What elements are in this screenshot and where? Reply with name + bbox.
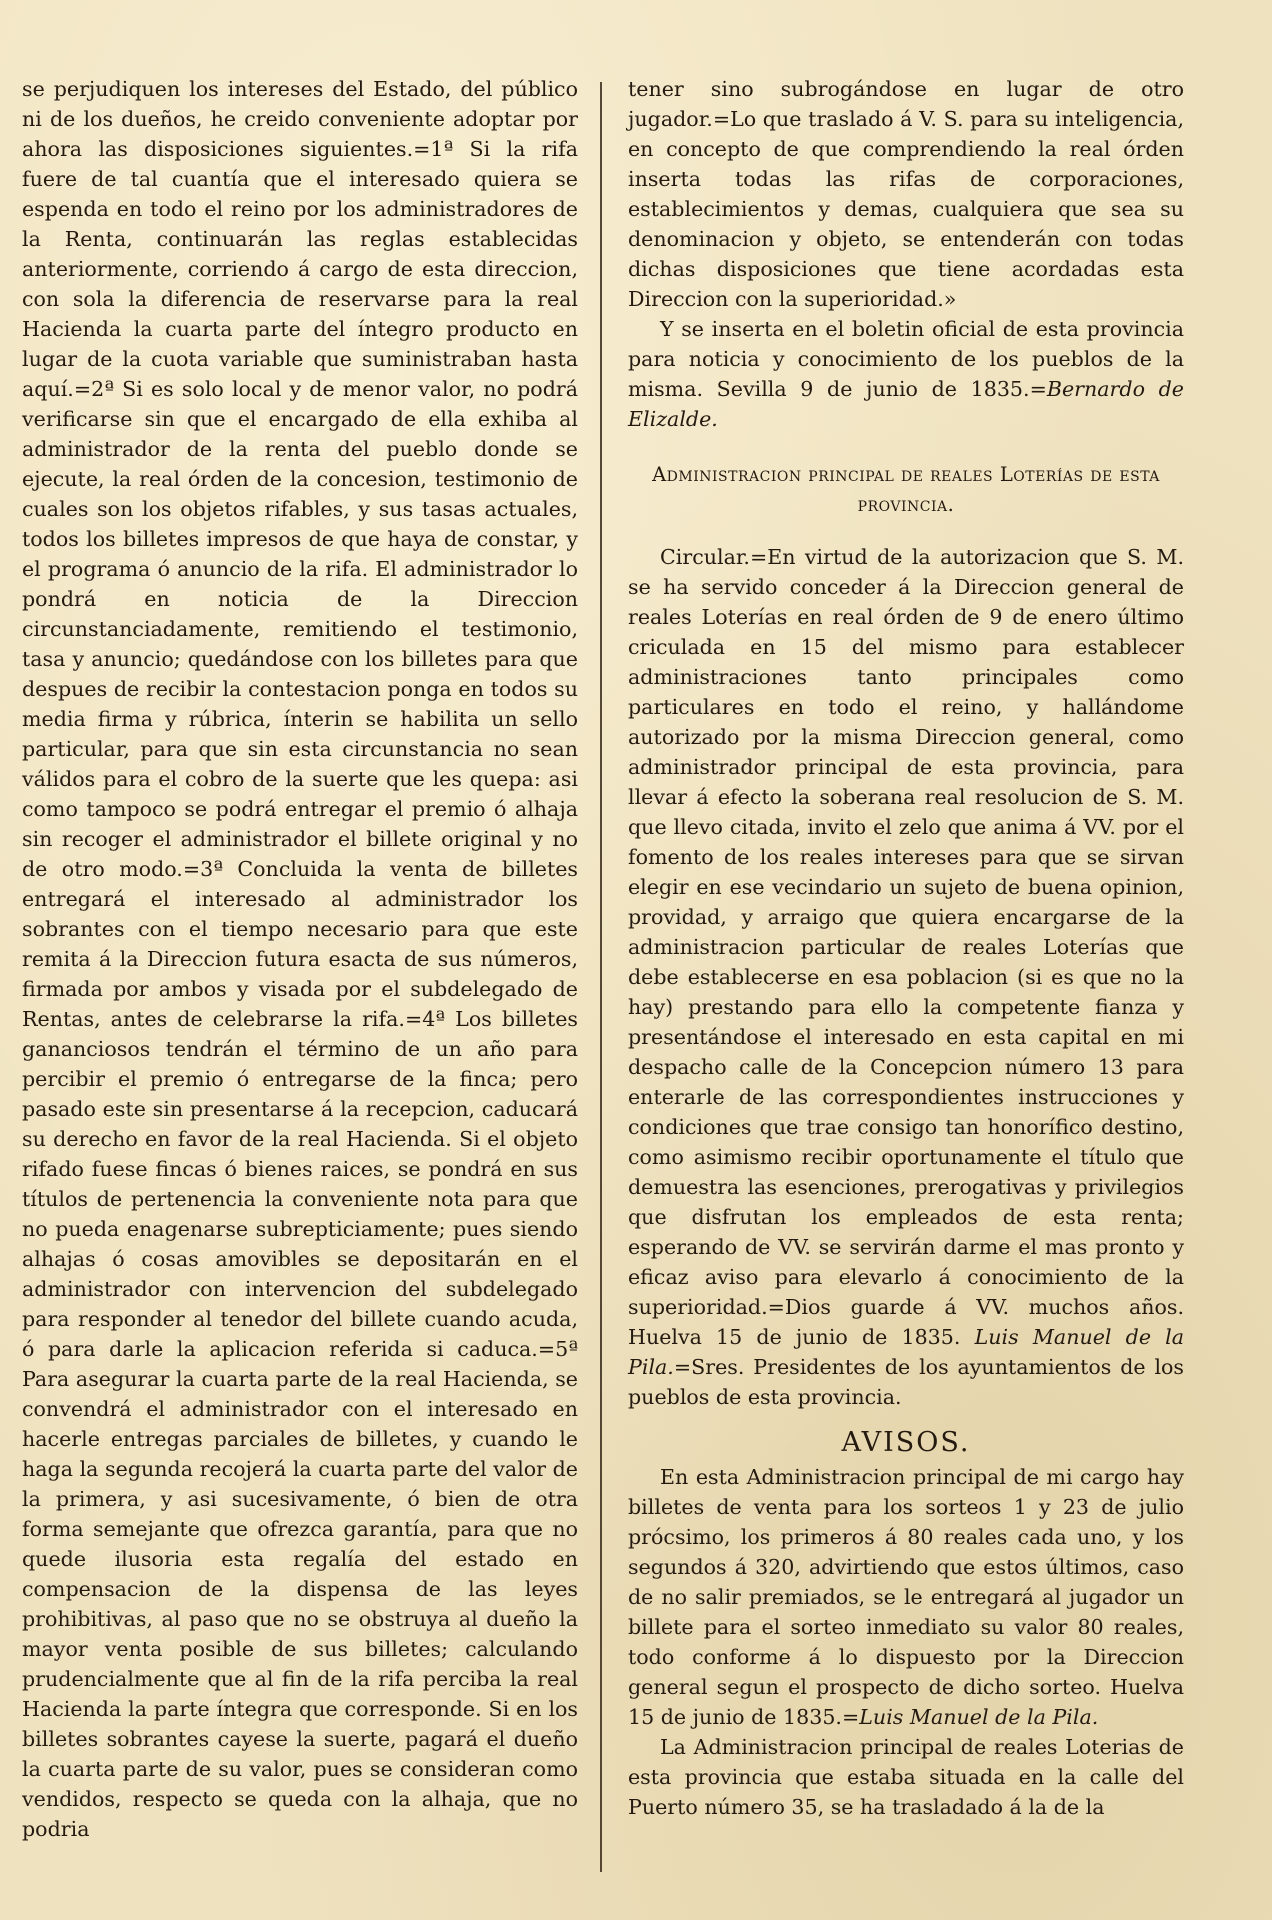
right-column xyxy=(628,74,1184,1822)
insertion-note-text: Y se inserta en el boletin oficial de esta provincia para noticia y conocimiento de los pueblos de la misma. Sevilla 9 de junio de 1835.= xyxy=(628,317,1184,401)
circular-closing: =Sres. Presidentes de los ayuntamientos de los pueblos de esta provincia. xyxy=(628,1355,1184,1409)
aviso-office-moved: La Administracion principal de reales Loterias de esta provincia que estaba situada en la calle del Puerto número 35, se ha trasladado á la de la xyxy=(628,1735,1184,1819)
aviso-tickets-signature: Luis Manuel de la Pila. xyxy=(859,1705,1099,1729)
insertion-note xyxy=(628,314,1184,434)
circular-signature: Luis Manuel de la Pila. xyxy=(628,1325,1185,1379)
circular-text: Circular.=En virtud de la autorizacion que S. M. se ha servido conceder á la Direccion general de reales Loterías en real órden de 9 de enero último criculada en 15 del mismo para establecer administraciones tanto principales como particulares en todo el reino, y hallándome autorizado por la misma Direccion general, como administrador principal de esta provincia, para llevar á efecto la soberana real resolucion de S. M. que llevo citada, invito el zelo que anima á VV. por el fomento de los reales intereses para que se sirvan elegir en ese vecindario un sujeto de buena opinion, providad, y arraigo que quiera encargarse de la administracion particular de reales Loterías que debe establecerse en esa poblacion (si es que no la hay) prestando para ello la competente fianza y presentándose el interesado en esta capital en mi despacho calle de la Concepcion número 13 para enterarle de las correspondientes instrucciones y condiciones que trae consigo tan honorífico destino, como asimismo recibir oportunamente el título que demuestra las esenciones, prerogativas y privilegios que disfrutan los empleados de esta renta; esperando de VV. se servirán darme el mas pronto y eficaz aviso para elevarlo á conocimiento de la superioridad.=Dios guarde á VV. muchos años. Huelva 15 de junio de 1835. xyxy=(628,545,1184,1349)
insertion-signature: Bernardo de Elizalde. xyxy=(628,377,1184,431)
decree-rules-paragraph: se perjudiquen los intereses del Estado, del público ni de los dueños, he creido conveniente adoptar por ahora las disposiciones siguientes.=1ª Si la rifa fuere de tal cuantía que el interesado quiera se espenda en todo el reino por los administradores de la Renta, continuarán las reglas establecidas anteriormente, corriendo á cargo de esta direccion, con sola la diferencia de reservarse para la real Hacienda la cuarta parte del íntegro producto en lugar de la cuota variable que suministraban hasta aquí.=2ª Si es solo local y de menor valor, no podrá verificarse sin que el encargado de ella exhiba al administrador de la renta del pueblo donde se ejecute, la real órden de la concesion, testimonio de cuales son los objetos rifables, y sus tasas actuales, todos los billetes impresos de que haya de constar, y el programa ó anuncio de la rifa. El administrador lo pondrá en noticia de la Direccion circunstanciadamente, remitiendo el testimonio, tasa y anuncio; quedándose con los billetes para que despues de recibir la contestacion ponga en todos su media firma y rúbrica, ínterin se habilita un sello particular, para que sin esta circunstancia no sean válidos para el cobro de la suerte que les quepa: asi como tampoco se podrá entregar el premio ó alhaja sin recoger el administrador el billete original y no de otro modo.=3ª Concluida la venta de billetes entregará el interesado al administrador los sobrantes con el tiempo necesario para que este remita á la Direccion futura esacta de sus números, firmada por ambos y visada por el subdelegado de Rentas, antes de celebrarse la rifa.=4ª Los billetes gananciosos tendrán el término de un año para percibir el premio ó entregarse de la finca; pero pasado este sin presentarse á la recepcion, caducará su derecho en favor de la real Hacienda. Si el objeto rifado fuese fincas ó bienes raices, se pondrá en sus títulos de pertenencia la conveniente nota para que no pueda enagenarse subrepticiamente; pues siendo alhajas ó cosas amovibles se depositarán en el administrador con intervencion del subdelegado para responder al tenedor del billete cuando acuda, ó para darle la aplicacion referida si caduca.=5ª Para asegurar la cuarta parte de la real Hacienda, se convendrá el administrador con el interesado en hacerle entregas parciales de billetes, y cuando le haga la segunda recojerá la cuarta parte del valor de la primera, y asi sucesivamente, ó bien de otra forma semejante que ofrezca garantía, para que no quede ilusoria esta regalía del estado en compensacion de la dispensa de las leyes prohibitivas, al paso que no se obstruya al dueño la mayor venta posible de sus billetes; calculando prudencialmente que al fin de la rifa perciba la real Hacienda la parte íntegra que corresponde. Si en los billetes sobrantes cayese la suerte, pagará el dueño la cuarta parte de su valor, pues se consideran como vendidos, respecto se queda con la alhaja, que no podria xyxy=(22,77,578,1841)
left-column xyxy=(22,74,578,1844)
column-divider xyxy=(600,82,602,1872)
section-heading: Administracion principal de reales Loterías de esta provincia. xyxy=(652,463,1160,516)
aviso-tickets-text: En esta Administracion principal de mi cargo hay billetes de venta para los sorteos 1 y 23 de julio prócsimo, los primeros á 80 reales cada uno, y los segundos á 320, advirtiendo que estos últimos, caso de no salir premiados, se le entregará al jugador un billete para el sorteo inmediato su valor 80 reales, todo conforme á lo dispuesto por la Direccion general segun el prospecto de dicho sorteo. Huelva 15 de junio de 1835.= xyxy=(628,1465,1184,1729)
circular-paragraph xyxy=(628,542,1184,1412)
decree-continuation: tener sino subrogándose en lugar de otro jugador.=Lo que traslado á V. S. para su inteligencia, en concepto de que comprendiendo la real órden inserta todas las rifas de corporaciones, establecimientos y demas, cualquiera que sea su denominacion y objeto, se entenderán con todas dichas disposiciones que tiene acordadas esta Direccion con la superioridad.» xyxy=(628,77,1184,311)
avisos-title: AVISOS. xyxy=(841,1427,971,1458)
aviso-lottery-tickets xyxy=(628,1462,1184,1732)
